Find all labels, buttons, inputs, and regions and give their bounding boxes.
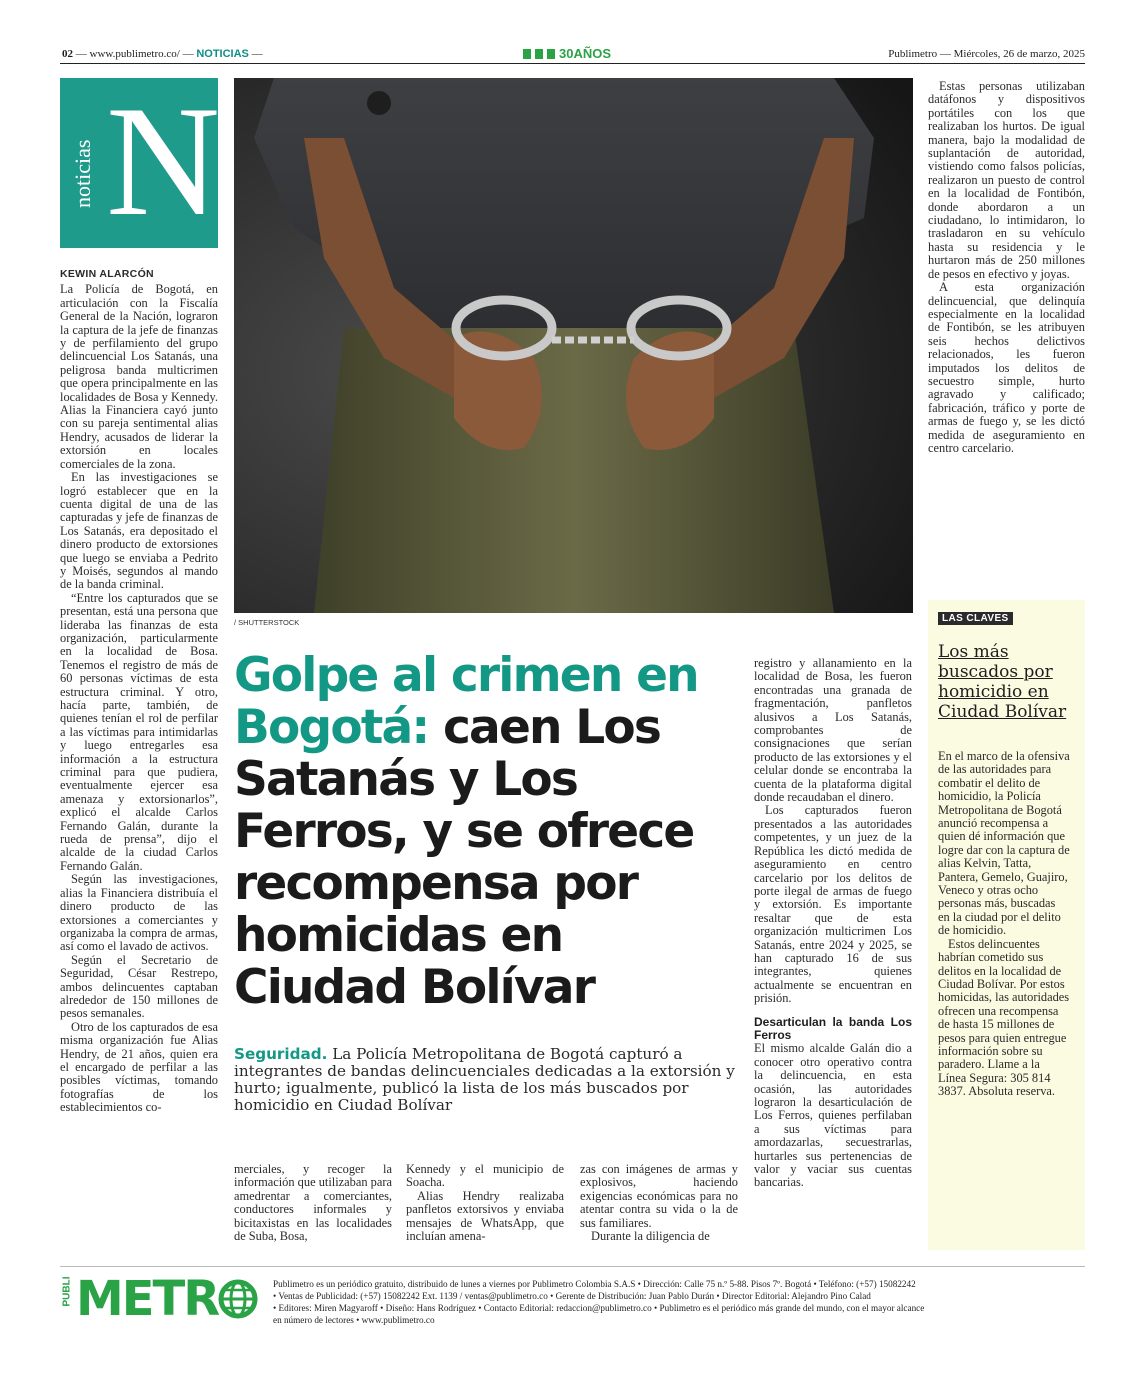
- column-2: [234, 1163, 392, 1243]
- headline-rest: caen Los Satanás y Los Ferros, y se ofrece recompensa por homicidas en Ciudad Bolívar: [234, 700, 694, 1015]
- anniversary-badge: [523, 46, 611, 61]
- header-rule: [60, 63, 1085, 64]
- kicker: Seguridad.: [234, 1045, 328, 1063]
- headline-highlight: Golpe al crimen en Bogotá:: [234, 648, 698, 755]
- paragraph: registro y allanamiento en la localidad de Bosa, les fueron encontradas una granada de fragmentación, panfletos alusivos a Los Satanás, comprobantes de consignaciones que serían producto de las extorsiones y el celular donde se encontraba la cuenta de la plataforma digital donde recaudaban el dinero.: [754, 656, 912, 805]
- header-right: Publimetro — Miércoles, 26 de marzo, 2025: [888, 48, 1085, 60]
- page-number: 02: [62, 48, 73, 60]
- column-3: [406, 1163, 564, 1243]
- sidebar-las-claves: [928, 600, 1085, 1250]
- paragraph: Los capturados fueron presentados a las autoridades competentes, y un juez de la República les dictó medida de aseguramiento en centro carcelario por los delitos de porte ilegal de armas de fuego y extorsión. Es importante resaltar que de esta organización multicrimen Los Satanás, entre 2024 y 2025, se han capturado 16 de sus integrantes, quienes actualmente se encuentran en prisión.: [754, 803, 912, 1006]
- paragraph: Según el Secretario de Seguridad, César Restrepo, ambos delincuentes captaban alrededor de 150 millones de pesos semanales.: [60, 952, 218, 1021]
- sidebar-label: LAS CLAVES: [938, 612, 1013, 625]
- section-name: NOTICIAS: [196, 48, 249, 60]
- paragraph: La Policía de Bogotá, en articulación con la Fiscalía General de la Nación, lograron la captura de la jefe de finanzas y de perfilamiento del grupo delincuencial Los Satanás, una peligrosa banda multicrimen que opera principalmente en las localidades de Bosa y Kennedy. Alias la Financiera cayó junto con su pareja sentimental alias Hendry, acusados de liderar la extorsión en locales comerciales de la zona.: [60, 282, 218, 471]
- section-logo-word: noticias: [70, 139, 95, 208]
- paragraph: Otro de los capturados de esa misma organización fue Alias Hendry, de 21 años, quien era el encargado de perfilar a las posibles víctimas, tomando fotografías de los establecimientos co-: [60, 1019, 218, 1115]
- publimetro-logo: [60, 1271, 258, 1327]
- sidebar-body: [938, 750, 1070, 1099]
- paragraph: El mismo alcalde Galán dio a conocer otro operativo contra la delincuencia, en esta ocasión, las autoridades lograron la desarticulación de Los Ferros, quienes perfilaban a sus víctimas para amordazarlas, secuestrarlas, hurtarles sus pertenencias de valor y vaciar sus cuentas bancarias.: [754, 1041, 912, 1190]
- paragraph: Según las investigaciones, alias la Financiera distribuía el dinero producto de las extorsiones a comerciantes y organizaba la compra de armas, así como el lavado de activos.: [60, 872, 218, 954]
- paragraph: merciales, y recoger la información que utilizaban para amedrentar a comerciantes, conductores informales y bicitaxistas en las localidades de Suba, Bosa,: [234, 1162, 392, 1244]
- paragraph: zas con imágenes de armas y explosivos, haciendo exigencias económicas para no atentar contra su vida o la de sus familiares.: [580, 1162, 738, 1230]
- headline: [234, 650, 739, 1014]
- anniversary-text: 30AÑOS: [559, 46, 612, 61]
- footer-line: Publimetro es un periódico gratuito, distribuido de lunes a viernes por Publimetro Colombia S.A.S • Dirección: Calle 75 n.º 5-88. Pisos 7º. Bogotá • Teléfono: (+57) 15082242: [273, 1279, 916, 1289]
- header-left: 02 — www.publimetro.co/ — NOTICIAS —: [62, 48, 263, 60]
- logo-publi: PUBLI: [61, 1276, 73, 1306]
- paragraph: A esta organización delincuencial, que delinquía especialmente en la localidad de Fontibón, se les atribuyen seis hechos delictivos relacionados, les fueron imputados los delitos de secuestro simple, hurto agravado y calificado; fabricación, tráfico y porte de armas de fuego y, se les dictó medida de aseguramiento en centro carcelario.: [928, 280, 1085, 455]
- column-1: [60, 268, 218, 1115]
- footer-rule: [60, 1266, 1085, 1267]
- publication-name: Publimetro: [888, 48, 938, 60]
- logo-metro: METR: [76, 1271, 219, 1327]
- subhead: Desarticulan la banda Los Ferros: [754, 1014, 912, 1042]
- section-logo-letter: N: [106, 74, 221, 249]
- sidebar-title: Los más buscados por homicidio en Ciudad Bolívar: [938, 642, 1067, 722]
- footer-line: en número de lectores • www.publimetro.co: [273, 1315, 435, 1325]
- byline: KEWIN ALARCÓN: [60, 268, 154, 280]
- column-4: [580, 1163, 738, 1243]
- paragraph: Durante la diligencia de: [591, 1229, 710, 1244]
- paragraph: Alias Hendry realizaba panfletos extorsivos y enviaba mensajes de WhatsApp, que incluían amena-: [406, 1188, 564, 1244]
- paragraph: En las investigaciones se logró establecer que en la cuenta digital de una de las capturadas y jefe de finanzas de Los Satanás, era depositado el dinero producto de extorsiones que luego se enviaba a Pedrito y Moisés, segundos al mando de la banda criminal.: [60, 470, 218, 592]
- handcuffs-photo: [234, 78, 913, 613]
- paragraph: Estas personas utilizaban datáfonos y dispositivos portátiles con los que realizaban los hurtos. De igual manera, bajo la modalidad de suplantación de autoridad, vistiendo como falsos policías, realizaron un puesto de control en la localidad de Fontibón, donde abordaron a un ciudadano, lo intimidaron, lo trasladaron en su vehículo hasta su residencia y le hurtaron más de 250 millones de pesos en efectivo y joyas.: [928, 79, 1085, 281]
- photo-credit: / SHUTTERSTOCK: [234, 618, 300, 627]
- footer-line: • Editores: Miren Magyaroff • Diseño: Hans Rodríguez • Contacto Editorial: redaccion@publimetro.co • Publimetro es el periódico más grande del mundo, con el mayor alcance: [273, 1303, 925, 1313]
- paragraph: Estos delincuentes habrían cometido sus delitos en la localidad de Ciudad Bolívar. Por estos homicidas, las autoridades ofrecen una recompensa de hasta 15 millones de pesos para quien entregue información sobre su paradero. Llame a la Línea Segura: 305 814 3837. Absoluta reserva.: [938, 936, 1070, 1099]
- lead-paragraph: [234, 1046, 739, 1114]
- lead-text: La Policía Metropolitana de Bogotá capturó a integrantes de bandas delincuenciales dedicadas a la extorsión y hurto; igualmente, publicó la lista de los más buscados por homicidio en Ciudad Bolívar: [234, 1045, 735, 1114]
- paragraph: En el marco de la ofensiva de las autoridades para combatir el delito de homicidio, la Policía Metropolitana de Bogotá anunció recompensa a quien dé información que logre dar con la captura de alias Kelvin, Tatta, Pantera, Gemelo, Guajiro, Veneco y otras ocho personas más, buscadas en la ciudad por el delito de homicidio.: [938, 749, 1070, 938]
- issue-date: Miércoles, 26 de marzo, 2025: [953, 48, 1085, 60]
- column-right: [928, 80, 1085, 455]
- paragraph: Kennedy y el municipio de Soacha.: [406, 1162, 564, 1190]
- footer-line: • Ventas de Publicidad: (+57) 15082242 Ext. 1139 / ventas@publimetro.co • Gerente de Distribución: Juan Pablo Durán • Director Editorial: Alejandro Pino Calad: [273, 1291, 871, 1301]
- section-logo: [60, 74, 221, 249]
- footer-credits: [273, 1278, 1073, 1326]
- globe-icon: [218, 1279, 258, 1319]
- handcuffs-photo-illustration: [234, 78, 913, 613]
- column-5: [754, 657, 912, 1190]
- site-link[interactable]: www.publimetro.co/: [89, 48, 180, 60]
- paragraph: “Entre los capturados que se presentan, está una persona que lideraba las finanzas de esta organización, particularmente en la localidad de Bosa. Tenemos el registro de más de 60 personas víctimas de esta estructura criminal. Y otro, hacía parte, también, de quienes tenían el rol de perfilar a las víctimas para intimidarlas y luego entregarles esa información a la estructura criminal para que pudiera, eventualmente ejercer esa amenaza y extorsionarlos”, explicó el alcalde Carlos Fernando Galán, durante la rueda de prensa”, dijo el alcalde de la ciudad Carlos Fernando Galán.: [60, 590, 218, 873]
